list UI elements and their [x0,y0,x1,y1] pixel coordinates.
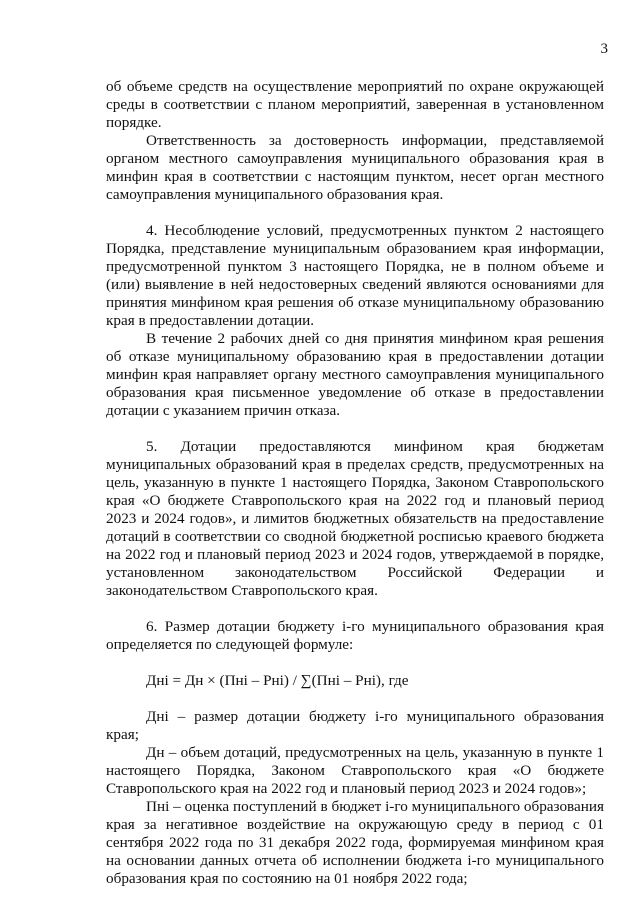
paragraph-continuation: об объеме средств на осуществление мероприятий по охране окружающей среды в соответствии с планом мероприятий, заверенная в установленном порядке. [106,78,604,131]
paragraph-item-5: 5. Дотации предоставляются минфином края бюджетам муниципальных образований края в пределах средств, предусмотренных на цель, указанную в пункте 1 настоящего Порядка, Законом Ставропольского края «О бюджете Ставропольского края на 2022 год и плановый период 2023 и 2024 годов», и лимитов бюджетных обязательств на предоставление дотаций в соответствии со сводной бюджетной росписью краевого бюджета на 2022 год и плановый период 2023 и 2024 годов, утверждаемой в порядке, установленном законодательством Российской Федерации и законодательством Ставропольского края. [106,438,604,599]
paragraph-gap [106,204,604,222]
paragraph-item-4: 4. Несоблюдение условий, предусмотренных пунктом 2 настоящего Порядка, представление муниципальным образованием края информации, предусмотренной пунктом 3 настоящего Порядка, не в полном объеме и (или) выявление в ней недостоверных сведений являются основаниями для принятия минфином края решения об отказе муниципальному образованию края в предоставлении дотации. [106,222,604,329]
paragraph-gap [106,690,604,708]
paragraph-responsibility: Ответственность за достоверность информации, представляемой органом местного самоуправления муниципального образования края в минфин края в соответствии с настоящим пунктом, несет орган местного самоуправления муниципального образования края. [106,132,604,203]
document-body [106,78,604,888]
subsidy-formula: Дні = Дн × (Пні – Рні) / ∑(Пні – Рні), где [146,672,409,689]
paragraph-gap [106,654,604,672]
page-number: 3 [600,41,608,57]
definition-subsidy-volume: Дн – объем дотаций, предусмотренных на цель, указанную в пункте 1 настоящего Порядка, Законом Ставропольского края «О бюджете Ставропольского края на 2022 год и плановый период 2023 и 2024 годов»; [106,744,604,797]
definition-subsidy-size: Дні – размер дотации бюджету i-го муниципального образования края; [106,708,604,743]
paragraph-item-6: 6. Размер дотации бюджету i-го муниципального образования края определяется по следующей формуле: [106,618,604,653]
paragraph-refusal-notice: В течение 2 рабочих дней со дня принятия минфином края решения об отказе муниципальному образованию края в предоставлении дотации минфин края направляет органу местного самоуправления муниципального образования края письменное уведомление об отказе в предоставлении дотации с указанием причин отказа. [106,330,604,419]
paragraph-gap [106,600,604,618]
definition-revenue-estimate: Пні – оценка поступлений в бюджет i-го муниципального образования края за негативное воздействие на окружающую среду в период с 01 сентября 2022 года по 31 декабря 2022 года, формируемая минфином края на основании данных отчета об исполнении бюджета i-го муниципального образования края по состоянию на 01 ноября 2022 года; [106,798,604,887]
paragraph-gap [106,420,604,438]
